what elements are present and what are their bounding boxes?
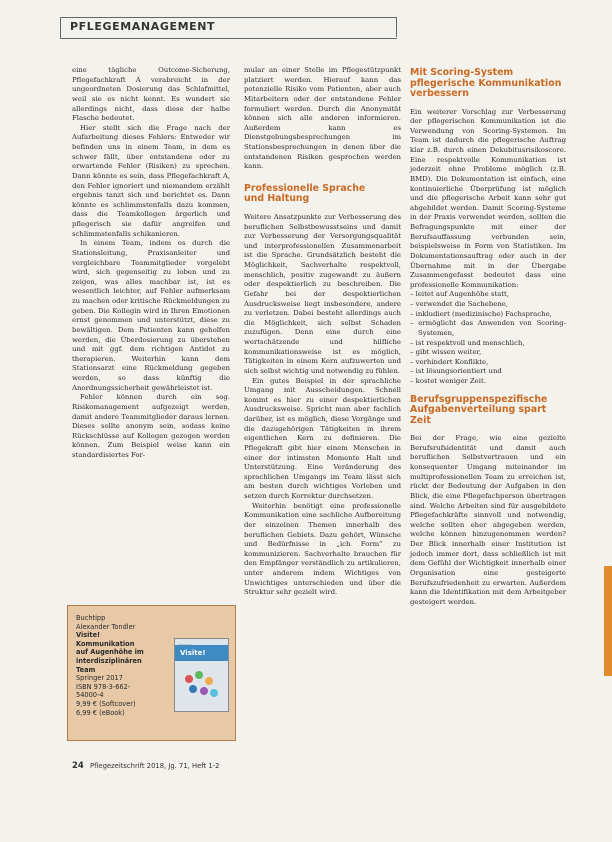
book-publisher: Springer 2017 bbox=[76, 674, 123, 683]
list-item: – inkludiert (medizinische) Fachsprache, bbox=[410, 310, 566, 320]
book-tip-label: Buchtipp bbox=[76, 614, 106, 622]
cover-dot bbox=[210, 689, 218, 697]
book-title-line: Visite! Kommunikation bbox=[76, 631, 135, 648]
book-title-line: Team bbox=[76, 665, 96, 674]
journal-citation: Pflegezeitschrift 2018, Jg. 71, Heft 1-2 bbox=[90, 762, 220, 770]
cover-dot bbox=[205, 677, 213, 685]
cover-dot bbox=[195, 671, 203, 679]
bullet-list bbox=[410, 290, 566, 386]
book-cover-image bbox=[174, 638, 229, 712]
heading-line: Berufsgruppenspezifische bbox=[410, 393, 548, 405]
column-2 bbox=[244, 66, 401, 598]
paragraph: Weitere Ansatzpunkte zur Verbesserung des beruflichen Selbstbewusstseins und damit zur Verbesserung der Versorgungsqualität und interprofessionellen Zusammenarbeit ist die Sprache. Grundsätzlich besteht die Möglichkeit, Sachverhalte respektvoll, menschlich, positiv zugewandt zu äußern oder despektierlich zu beschreiben. Die Gefahr bei der despektierlichen Ausdrucksweise liegt insbesondere, andere zu verletzen. Dabei besteht allerdings auch die Möglichkeit, sich selbst Schaden zuzufügen. Denn eine durch eine wertschätzende und hilfliche kommunikationsweise ist es möglich, Tätigkeiten in einem Kern aufzuwerten und sich selbst wichtig und notwendig zu fühlen. bbox=[244, 212, 401, 375]
cover-title: Visite! bbox=[175, 645, 228, 661]
paragraph: Ein weiterer Vorschlag zur Verbesserung der pflegerischen Kommunikation ist die Verwendung von Scoring-Systemen. Im Team ist dadurch die pflegerische Auftrag klar z.B. durch einen Dekubitusrisikoscore. Eine respektvolle Kommunikation ist jederzeit ohne Probleme möglich (z.B. BMD). Die Dokumentation ist einfach, eine kontinuierliche Überprüfung ist möglich und die pflegerische Arbeit kann sehr gut abgebildet werden. Damit Scoring-Systeme in der Praxis verwendet werden, sollten die Befragungspunkte mit einer der Berufsauffassung verbunden sein, beispielsweise in Form von Statistiken. Im Dokumentationsauftrag oder auch in der Übernahme mit in der Übergabe Zusammengefasst bedeutet dass eine professionelle Kommunikation: bbox=[410, 107, 566, 289]
book-author: Alexander Tondler bbox=[76, 622, 136, 631]
book-tip-text bbox=[76, 614, 160, 717]
section-heading bbox=[410, 68, 566, 100]
paragraph: In einem Team, indem es durch die Stationsleitung, Praxisanleiter und vergleichbare Teammitglieder vorgelebt wird, sich gegenseitig zu loben und zu zeigen, was alles machbar ist, ist es wesentlich leichter, auf Fehler aufmerksam zu machen oder kritische Rückmeldungen zu geben. Die Kollegin wird in Ihren Emotionen ernst genommen und unterstützt, diese zu bewältigen. Dem Patienten kann geholfen werden, die Überdosierung zu überstehen und mit ggf. dem richtigen Antidot zu therapieren. Weiterhin kann dem Stationsarzt eine Rückmeldung gegeben werden, so dass künftig die Anordnungssicherheit gewährleistet ist. bbox=[72, 239, 230, 392]
book-tip-box bbox=[67, 605, 236, 741]
section-heading bbox=[410, 395, 566, 427]
heading-line: verbessern bbox=[410, 88, 469, 99]
list-item: – verhindert Konflikte, bbox=[410, 358, 566, 368]
list-item: – gibt wissen weiter, bbox=[410, 348, 566, 358]
column-3 bbox=[410, 68, 566, 607]
list-item: – kostet weniger Zeit. bbox=[410, 377, 566, 387]
paragraph: mular an einer Stelle im Pflegestützpunkt platziert werden. Hierauf kann das potenzielle Risiko vom Patienten, aber auch Mitarbeitern oder der entstandene Fehler formuliert werden. Durch die Anonymität können sich alle anderen informieren. Außerdem kann es Dienstgebungsbesprechungen im Stationsbesprechungen in denen über die entstandenen Risiken gesprochen werden kann. bbox=[244, 66, 401, 171]
cover-dot bbox=[189, 685, 197, 693]
cover-illustration bbox=[183, 671, 219, 701]
cover-dot bbox=[200, 687, 208, 695]
heading-line: Aufgabenverteilung spart Zeit bbox=[410, 404, 547, 426]
paragraph: Hier stellt sich die Frage nach der Aufarbeitung dieses Fehlers: Entweder wir befinden uns in einem Team, in dem es schwer fällt, über entstandene oder zu erwartende Fehler (Risiken) zu sprechen. Dann könnte es sein, dass Pflegefachkraft A, den Fehler ignoriert und niemandem erzählt ergebnis tanzt sich und berichtet es. Dann könnte es schlimmstenfalls dazu kommen, dass die Teamkollegen ärgerlich und pflegerisch sie dafür angreifen und schlimmstenfalls schikanieren. bbox=[72, 123, 230, 238]
section-tab-marker bbox=[604, 566, 612, 676]
list-item: – leitet auf Augenhöhe statt, bbox=[410, 290, 566, 300]
heading-line: pflegerische Kommunikation bbox=[410, 77, 562, 89]
book-isbn: ISBN 978-3-662- bbox=[76, 682, 131, 691]
page-number: 24 bbox=[72, 761, 84, 771]
paragraph: Ein gutes Beispiel in der sprachliche Umgang mit Ausscheidungen. Schnell kommt es hier zu einer despektierlichen Ausdrucksweise. Spricht man aber fachlich darüber, ist es möglich, diese Vorgänge und die dazugehörigen Tätigkeiten in ihrem eigentlichen Kern zu definieren. Die Pflegekraft gibt hier einem Menschen in einer der intimsten Momente Halt und Unterstützung. Eine Veränderung des sprachlichen Umgangs im Team lässt sich am besten durch wichtiges Vorleben und setzen durch Korrektur durchsetzen. bbox=[244, 376, 401, 500]
book-price: 9,99 € (Softcover) bbox=[76, 699, 136, 708]
paragraph: Fehler können durch ein sog. Risikomanagement aufgezeigt werden, damit andere Teammitglieder daraus lernen. Dieses sollte anonym sein, sodass keine Rückschlüsse auf Kollegen gezogen werden können. Zum Beispiel weise kann ein standardisiertes For- bbox=[72, 393, 230, 459]
section-heading bbox=[244, 184, 401, 205]
heading-line: und Haltung bbox=[244, 193, 310, 205]
paragraph: Bei der Frage, wie eine gezielte Berufsrufsidentität und damit auch beruflichen Selbstvertrauen und ein konsequenter Umgang miteinander im multiprofessionellen Team zu erreichen ist, rückt der Bedeutung der Aufgaben in den Blick, die eine Pflegefachperson übertragen sind. Welche Arbeiten sind für ausgebildete Pflegefachkräfte sinnvoll und notwendig, welche sollten eher abgegeben werden, welche können hinzugenommen werden? Der Blick innerhalb einer Institution ist jedoch immer dort, dass schließlich ist mit dem Gefühl der Wichtigkeit innerhalb einer Organisation eine gesteigerte Berufszufriedenheit zu erwarten. Außerdem kann die Identifikation mit dem Arbeitgeber gesteigert werden. bbox=[410, 434, 566, 606]
section-title: PFLEGEMANAGEMENT bbox=[70, 20, 216, 33]
book-isbn: 54000-4 bbox=[76, 691, 104, 700]
list-item: – ist respektvoll und menschlich, bbox=[410, 339, 566, 349]
list-item: – ist lösungsorientiert und bbox=[410, 367, 566, 377]
paragraph: Weiterhin benötigt eine professionelle Kommunikation eine sachliche Aufbereitung der einzelnen Themen innerhalb des beruflichen Gebiets. Dazu gehört, Wünsche und Bedürfnisse in „ich Form“ zu kommunizieren. Sachverhalte brauchen für den Empfänger verständlich zu artikulieren, unter anderem indem Wichtiges von Unwichtiges unterschieden und über die Struktur sehr gezielt wird. bbox=[244, 501, 401, 597]
header-divider bbox=[396, 17, 397, 37]
column-1 bbox=[72, 66, 230, 461]
heading-line: Professionelle Sprache bbox=[244, 182, 366, 194]
list-item: – verwendet die Sachebene, bbox=[410, 300, 566, 310]
page-footer bbox=[72, 761, 219, 771]
book-title-line: auf Augenhöhe im bbox=[76, 648, 144, 657]
heading-line: Mit Scoring-System bbox=[410, 67, 514, 78]
book-title-line: interdisziplinären bbox=[76, 656, 142, 665]
list-item: – ermöglicht das Anwenden von Scoring-Systemen, bbox=[410, 319, 566, 338]
cover-dot bbox=[185, 675, 193, 683]
book-price: 6,99 € (eBook) bbox=[76, 708, 125, 717]
paragraph: eine tägliche Outcome-Sicherung, Pflegefachkraft A verabreicht in der ungeordneten Dosierung das Schlafmittel, weil sie es nicht kennt. Es wundert sie allerdings nicht, dass diese der halbe Flasche bedeutet. bbox=[72, 66, 230, 123]
